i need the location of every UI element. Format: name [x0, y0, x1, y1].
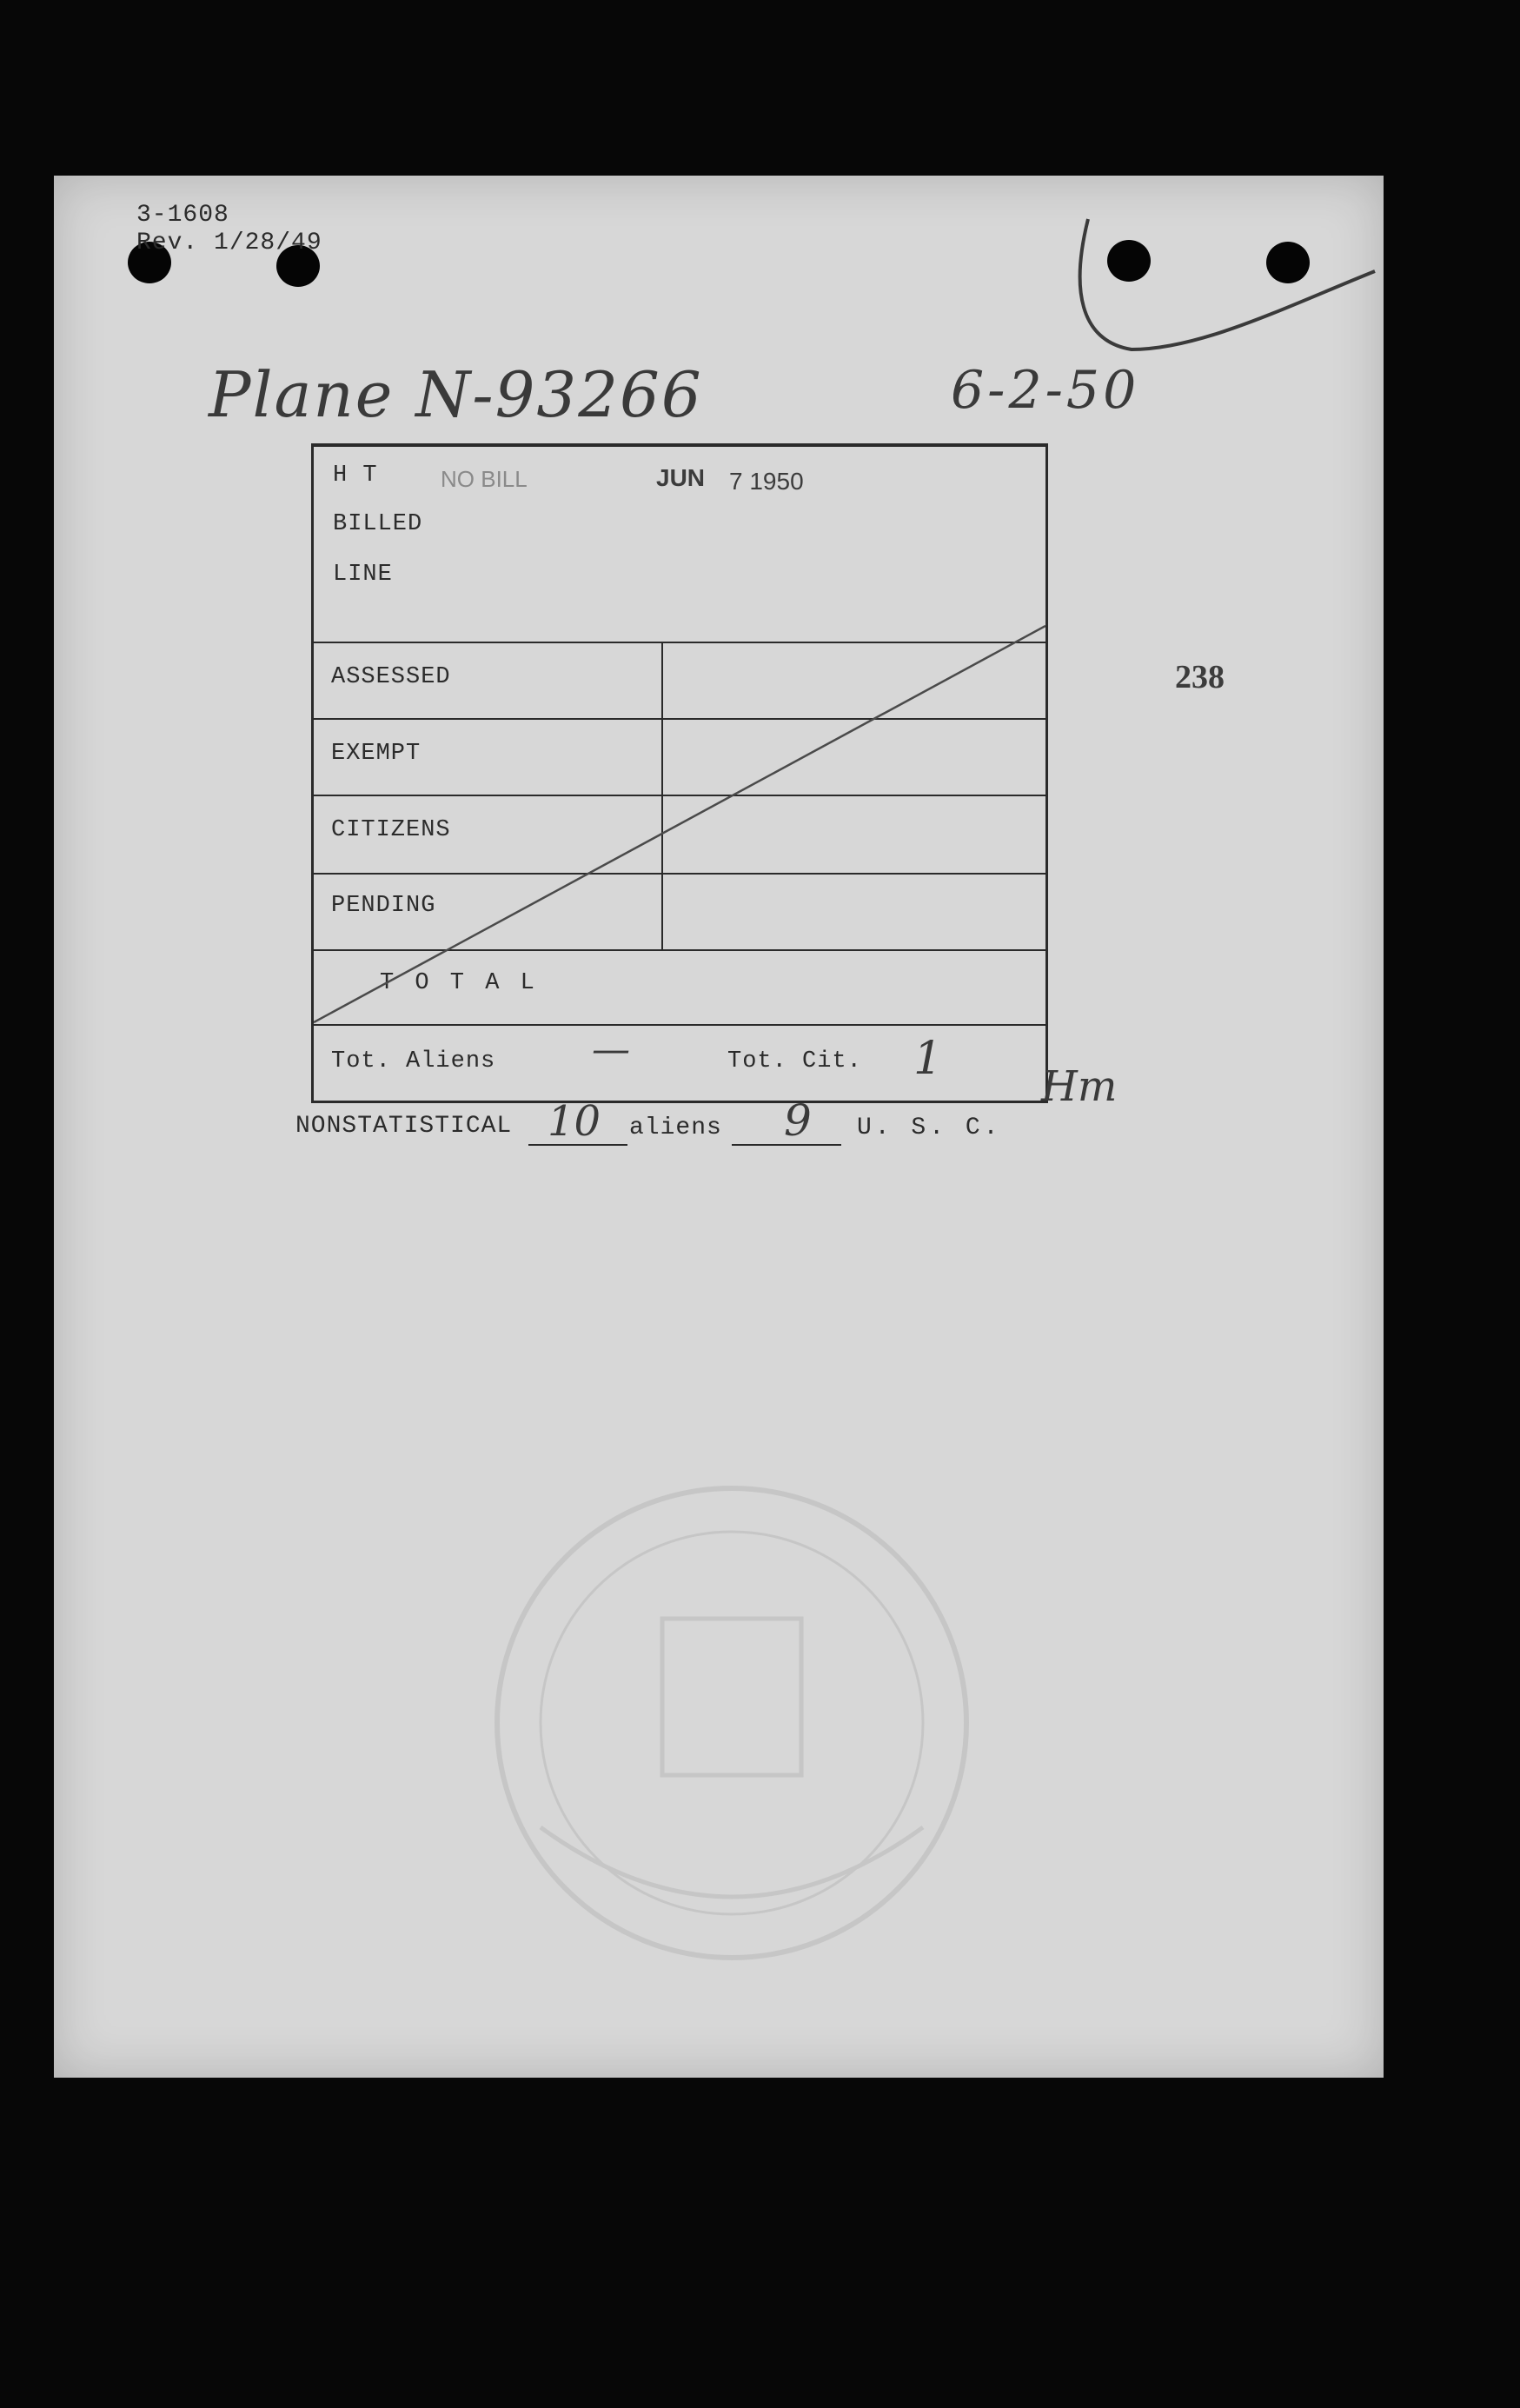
document-page — [54, 176, 1384, 2078]
nonstatistical-label: NONSTATISTICAL — [295, 1113, 513, 1140]
date-stamp-month: JUN — [656, 464, 706, 491]
row-label-pending: PENDING — [331, 893, 436, 919]
nonstatistical-usc-value: 9 — [784, 1095, 812, 1146]
row-label-assessed: ASSESSED — [331, 664, 451, 690]
form-number: 3-1608 — [136, 202, 229, 229]
ht-label: H T — [333, 462, 378, 489]
side-number: 238 — [1175, 659, 1225, 695]
handwritten-date: 6-2-50 — [951, 360, 1140, 421]
row-label-exempt: EXEMPT — [331, 741, 421, 767]
tot-aliens-label: Tot. Aliens — [331, 1048, 496, 1074]
tot-aliens-value: — — [592, 1028, 630, 1072]
initials: Hm — [1041, 1062, 1118, 1111]
date-stamp-day-year: 7 1950 — [729, 468, 804, 495]
tot-cit-value: 1 — [913, 1033, 943, 1085]
tot-cit-label: Tot. Cit. — [727, 1048, 862, 1074]
total-label: T O T A L — [380, 970, 538, 996]
row-label-citizens: CITIZENS — [331, 817, 451, 843]
seal-watermark — [54, 176, 1384, 2078]
usc-label: U. S. C. — [857, 1114, 1002, 1141]
aliens-label: aliens — [629, 1114, 722, 1141]
form-revision: Rev. 1/28/49 — [136, 229, 322, 256]
handwritten-plane: Plane N-93266 — [209, 358, 703, 431]
no-bill-stamp: NO BILL — [441, 466, 528, 492]
line-label: LINE — [333, 562, 393, 588]
nonstatistical-aliens-value: 10 — [548, 1097, 601, 1146]
billed-label: BILLED — [333, 511, 423, 537]
